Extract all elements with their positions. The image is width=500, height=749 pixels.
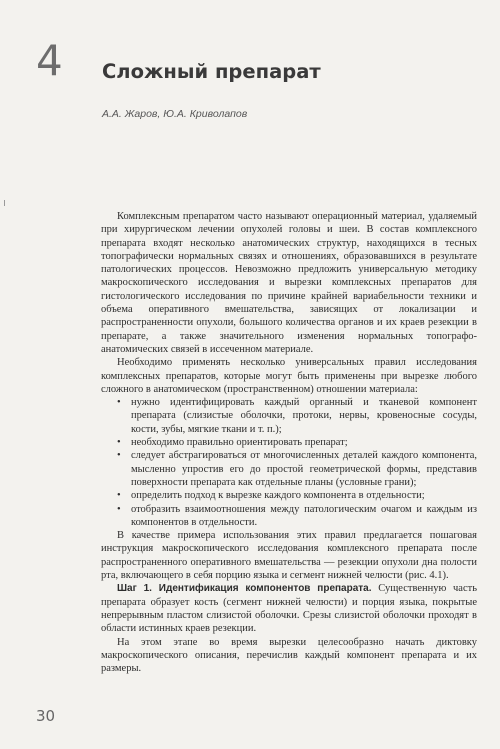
rules-list xyxy=(101,396,477,529)
chapter-authors: А.А. Жаров, Ю.А. Криволапов xyxy=(102,108,248,120)
list-item: • необходимо правильно ориентировать препарат; xyxy=(101,436,477,449)
chapter-title: Сложный препарат xyxy=(102,60,321,83)
body-text xyxy=(101,210,477,675)
page-number: 30 xyxy=(36,707,56,725)
list-item: • нужно идентифицировать каждый органный и тканевой компонент препарата (слизистые оболочки, протоки, нервы, кровеносные сосуды, кости, зубы, мягкие ткани и т. п.); xyxy=(101,396,477,436)
list-item: • следует абстрагироваться от многочисленных деталей каждого компонента, мысленно упростив его до простой геометрической формы, представив поверхности препарата как отдельные планы (условные грани); xyxy=(101,449,477,489)
step-1-label: Шаг 1. Идентификация компонентов препарата. xyxy=(117,583,372,595)
margin-mark xyxy=(4,200,5,206)
paragraph-step-1 xyxy=(101,582,477,635)
paragraph-intro: Комплексным препаратом часто называют операционный материал, удаляемый при хирургическом лечении опухолей головы и шеи. В состав комплексного препарата входят несколько анатомических структур, находящихся в тесных топографически нормальных связях и отношениях, образовавшихся в результате патологических процессов. Невозможно предложить универсальную методику макроскопического исследования и вырезки комплексных препаратов для гистологического исследования по причине крайней вариабельности техники и объема оперативного вмешательства, зависящих от локализации и распространенности опухоли, большого количества органов и их краев резекции в препарате, а также значительного изменения нормальных топографо-анатомических связей в иссеченном материале. xyxy=(101,211,477,355)
paragraph-dictation: На этом этапе во время вырезки целесообразно начать диктовку макроскопического описания, перечислив каждый компонент препарата и их размеры. xyxy=(101,636,477,675)
paragraph-rules: Необходимо применять несколько универсальных правил исследования комплексных препаратов, которые могут быть применены при вырезке любого сложного в анатомическом (пространственном) отношении материала: xyxy=(101,357,477,395)
chapter-number: 4 xyxy=(36,36,63,85)
list-item: • определить подход к вырезке каждого компонента в отдельности; xyxy=(101,489,477,502)
step-1-text: Существенную часть препарата образует кость (сегмент нижней челюсти) и порция языка, покрытые непрерывным пластом слизистой оболочки. Срезы слизистой оболочки проходят в области истинных краев резекции. xyxy=(101,583,477,635)
list-item: • отобразить взаимоотношения между патологическим очагом и каждым из компонентов в отдельности. xyxy=(101,503,477,530)
paragraph-example: В качестве примера использования этих правил предлагается пошаговая инструкция макроскопического исследования комплексного препарата после распространенного оперативного вмешательства — резекции опухоли дна полости рта, включающего в себя порцию языка и сегмент нижней челюсти (рис. 4.1). xyxy=(101,530,477,582)
